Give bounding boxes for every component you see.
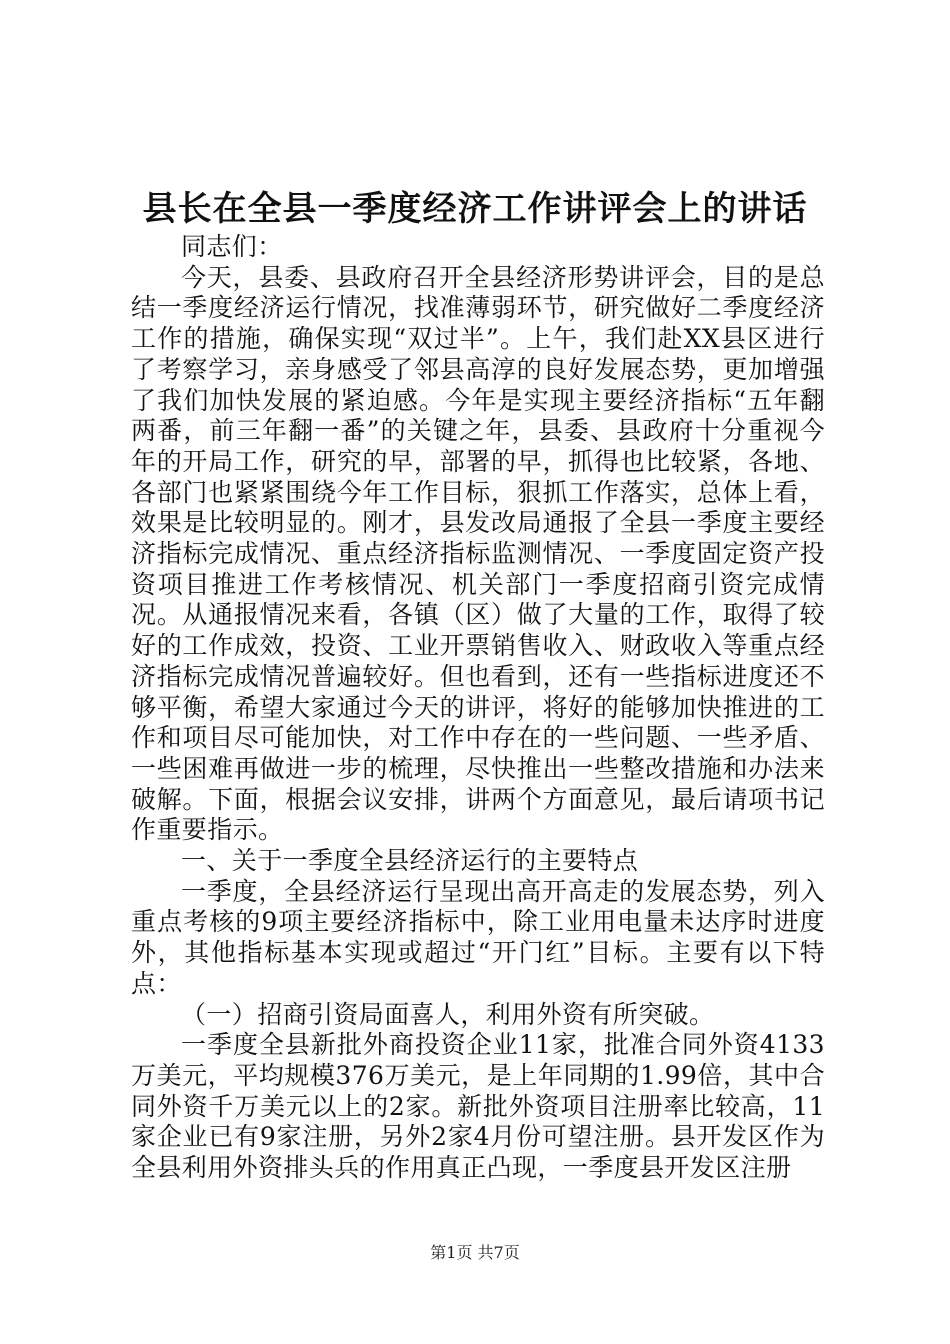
subsection-paragraph: 一季度全县新批外商投资企业11家，批准合同外资4133万美元，平均规模376万美元，是上年同期的1.99倍，其中合同外资千万美元以上的2家。新批外资项目注册率比较高，11家企业已有9家注册，另外2家4月份可望注册。县开发区作为全县利用外资排头兵的作用真正凸现，一季度县开发区注册	[131, 1030, 825, 1183]
document-title: 县长在全县一季度经济工作讲评会上的讲话	[142, 189, 808, 229]
page-number-footer: 第1页 共7页	[430, 1243, 520, 1262]
subsection-heading: （一）招商引资局面喜人，利用外资有所突破。	[181, 999, 715, 1029]
salutation: 同志们：	[181, 232, 283, 261]
document-body	[131, 232, 825, 1184]
section-paragraph: 一季度，全县经济运行呈现出高开高走的发展态势，列入重点考核的9项主要经济指标中，除工业用电量未达序时进度外，其他指标基本实现或超过“开门红”目标。主要有以下特点：	[131, 876, 825, 998]
section-heading: 一、关于一季度全县经济运行的主要特点	[181, 846, 639, 876]
body-paragraph: 今天，县委、县政府召开全县经济形势讲评会，目的是总结一季度经济运行情况，找准薄弱环节，研究做好二季度经济工作的措施，确保实现“双过半”。上午，我们赴XX县区进行了考察学习，亲身感受了邻县高淳的良好发展态势，更加增强了我们加快发展的紧迫感。今年是实现主要经济指标“五年翻两番，前三年翻一番”的关键之年，县委、县政府十分重视今年的开局工作，研究的早，部署的早，抓得也比较紧，各地、各部门也紧紧围绕今年工作目标，狠抓工作落实，总体上看，效果是比较明显的。刚才，县发改局通报了全县一季度主要经济指标完成情况、重点经济指标监测情况、一季度固定资产投资项目推进工作考核情况、机关部门一季度招商引资完成情况。从通报情况来看，各镇（区）做了大量的工作，取得了较好的工作成效，投资、工业开票销售收入、财政收入等重点经济指标完成情况普遍较好。但也看到，还有一些指标进度还不够平衡，希望大家通过今天的讲评，将好的能够加快推进的工作和项目尽可能加快，对工作中存在的一些问题、一些矛盾、一些困难再做进一步的梳理，尽快推出一些整改措施和办法来破解。下面，根据会议安排，讲两个方面意见，最后请项书记作重要指示。	[131, 262, 825, 845]
